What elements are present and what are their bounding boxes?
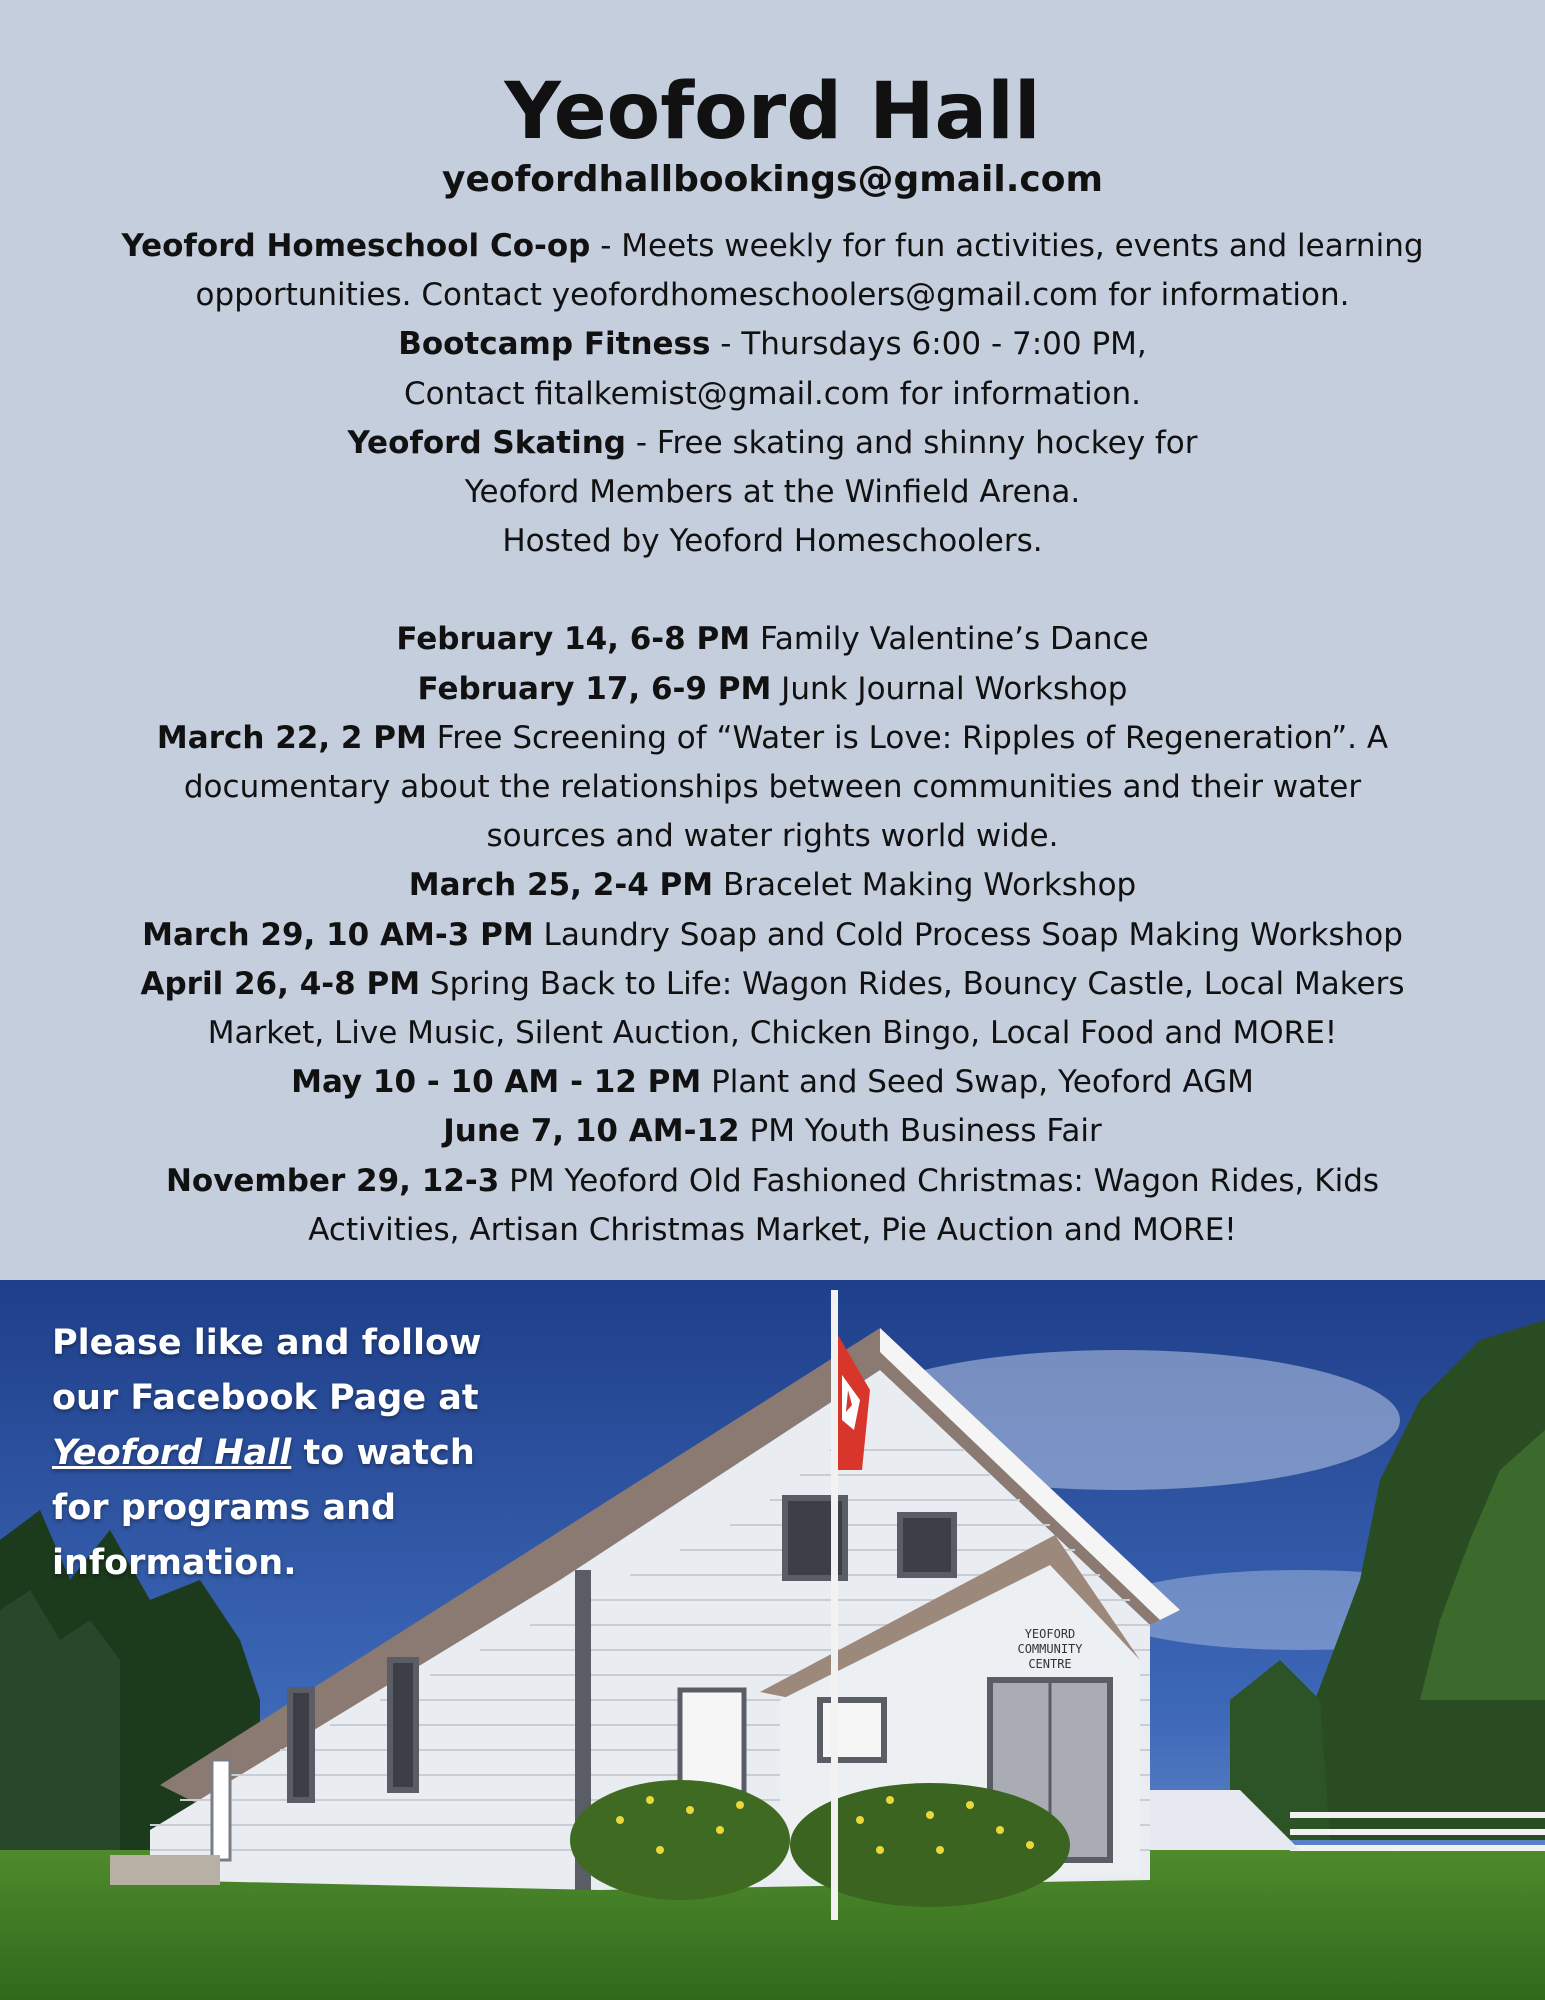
event-text: Spring Back to Life: Wagon Rides, Bouncy Castle, Local Makers — [420, 965, 1405, 1002]
event-date: June 7, 10 AM-12 — [443, 1113, 740, 1150]
program-item — [70, 222, 1475, 320]
event-item — [70, 1107, 1475, 1156]
event-date: November 29, 12-3 — [165, 1162, 500, 1199]
event-item — [70, 1157, 1475, 1255]
spacer — [70, 566, 1475, 615]
event-date: March 22, 2 PM — [156, 719, 427, 756]
event-item — [70, 714, 1475, 862]
side-door — [212, 1760, 230, 1860]
event-item — [70, 861, 1475, 910]
sign-line: YEOFORD — [1024, 1627, 1076, 1641]
window — [390, 1660, 416, 1790]
event-item — [70, 911, 1475, 960]
event-text: documentary about the relationships between communities and their water — [183, 769, 1362, 806]
program-item — [70, 320, 1475, 418]
flagpole — [831, 1290, 838, 1920]
event-item — [70, 960, 1475, 1058]
facebook-page-link[interactable]: Yeoford Hall — [52, 1433, 292, 1473]
program-name: Bootcamp Fitness — [398, 326, 711, 363]
event-text: PM Yeoford Old Fashioned Christmas: Wagon Rides, Kids — [499, 1162, 1380, 1199]
steps — [110, 1855, 220, 1885]
event-date: March 29, 10 AM-3 PM — [142, 916, 534, 953]
program-text: Contact fitalkemist@gmail.com for information. — [403, 375, 1142, 412]
event-text: Junk Journal Workshop — [771, 670, 1128, 707]
program-name: Yeoford Homeschool Co-op — [121, 228, 591, 264]
callout-line: our Facebook Page at — [52, 1378, 479, 1418]
program-text: - Free skating and shinny hockey for — [626, 424, 1198, 461]
hall-photo — [0, 1280, 1545, 2000]
porch-window — [820, 1700, 884, 1760]
page-title: Yeoford Hall — [504, 67, 1041, 157]
sign-line: CENTRE — [1028, 1657, 1072, 1671]
event-item — [70, 1058, 1475, 1107]
window — [290, 1690, 312, 1800]
event-text: Market, Live Music, Silent Auction, Chicken Bingo, Local Food and MORE! — [207, 1015, 1338, 1052]
program-text: Hosted by Yeoford Homeschoolers. — [502, 523, 1043, 560]
program-item — [70, 419, 1475, 567]
program-name: Yeoford Skating — [347, 424, 626, 461]
event-text: Bracelet Making Workshop — [713, 867, 1137, 904]
gable-window — [900, 1515, 954, 1575]
event-date: March 25, 2-4 PM — [408, 867, 714, 904]
event-text: PM Youth Business Fair — [739, 1113, 1102, 1150]
event-date: May 10 - 10 AM - 12 PM — [291, 1064, 702, 1101]
program-text: Yeoford Members at the Winfield Arena. — [464, 474, 1081, 511]
event-text: Free Screening of “Water is Love: Ripples of Regeneration”. A — [426, 719, 1389, 756]
program-list — [70, 222, 1475, 1255]
event-text: sources and water rights world wide. — [486, 818, 1059, 855]
callout-line: for programs and — [52, 1488, 397, 1528]
event-date: February 14, 6-8 PM — [396, 621, 751, 658]
callout-line: Please like and follow — [52, 1323, 482, 1363]
event-text: Laundry Soap and Cold Process Soap Making Workshop — [533, 916, 1403, 953]
event-text: Activities, Artisan Christmas Market, Pie Auction and MORE! — [308, 1211, 1237, 1248]
event-date: April 26, 4-8 PM — [140, 965, 421, 1002]
event-text: Family Valentine’s Dance — [750, 621, 1149, 658]
event-date: February 17, 6-9 PM — [417, 670, 772, 707]
booking-email[interactable]: yeofordhallbookings@gmail.com — [442, 159, 1103, 200]
callout-line: information. — [52, 1543, 297, 1583]
event-item — [70, 615, 1475, 664]
program-text: - Thursdays 6:00 - 7:00 PM, — [710, 326, 1147, 363]
event-item — [70, 665, 1475, 714]
callout-line: to watch — [291, 1433, 475, 1473]
event-text: Plant and Seed Swap, Yeoford AGM — [701, 1064, 1254, 1101]
program-text: - Meets weekly for fun activities, events and learning — [590, 228, 1424, 264]
program-text: opportunities. Contact yeofordhomeschoolers@gmail.com for information. — [195, 277, 1350, 314]
sign-line: COMMUNITY — [1017, 1642, 1083, 1656]
facebook-callout — [52, 1316, 572, 1591]
